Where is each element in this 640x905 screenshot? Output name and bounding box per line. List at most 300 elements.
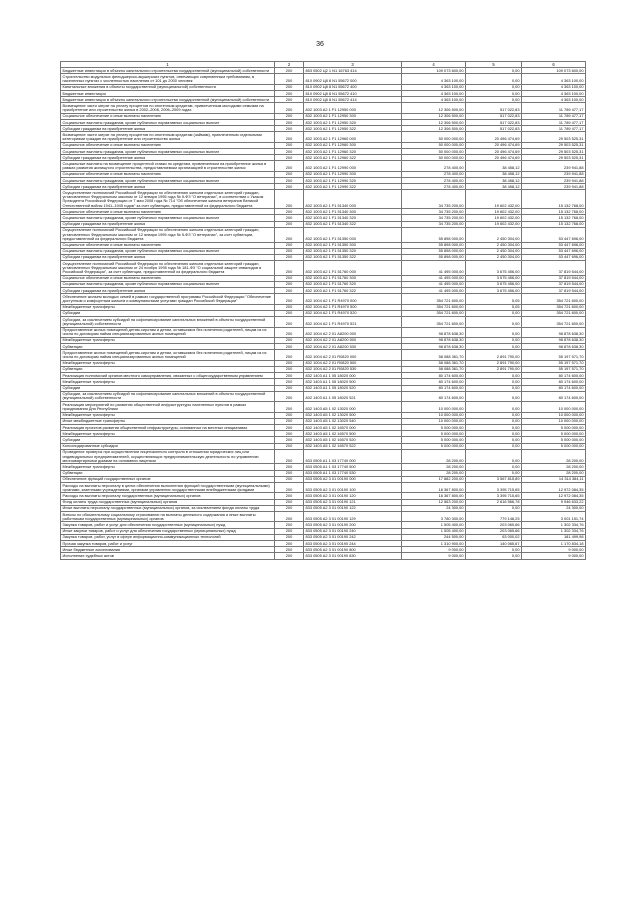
row-executed-amount: 3 395 715,65 [466, 493, 522, 499]
row-budget-code: 810 0902 Ц8 8 N1 55672 000 [304, 74, 402, 84]
row-budget-code: 833 0505 А2 3 01 00190 240 [304, 528, 402, 534]
row-approved-amount: 244 500,00 [402, 534, 466, 540]
row-description: Прочая закупка товаров, работ и услуг [61, 541, 275, 547]
row-budget-code: 832 1004 А2 1 F1 R4970 000 [304, 294, 402, 304]
row-budget-code: 832 1003 А2 1 F1 51350 322 [304, 254, 402, 260]
row-executed-amount: 2 891 790,00 [466, 366, 522, 372]
row-unexecuted-amount: 80 174 600,00 [522, 373, 586, 379]
row-line-code: 200 [275, 327, 304, 337]
row-approved-amount: 34 735 200,00 [402, 221, 466, 227]
row-executed-amount: 0,00 [466, 391, 522, 401]
row-budget-code: 832 1003 А2 1 F1 51760 000 [304, 261, 402, 276]
row-executed-amount: 0,00 [466, 425, 522, 431]
row-executed-amount: 20 496 474,69 [466, 142, 522, 148]
row-executed-amount: 2 450 304,00 [466, 242, 522, 248]
row-executed-amount: 38 458,12 [466, 161, 522, 171]
row-line-code: 200 [275, 385, 304, 391]
row-description: Межбюджетные трансферты [61, 337, 275, 343]
row-budget-code: 832 1003 А2 1 F1 51340 300 [304, 209, 402, 215]
row-line-code: 200 [275, 161, 304, 171]
row-description: Проведение проверок при осуществлении лицензионного контроля в отношении юридических лиц или индивидуальных предпринимателей, осуществляющих предпринимательскую деятельность по управлению многоквартирными домами на основании лицензии [61, 449, 275, 464]
row-description: Возмещение части затрат на уплату процентов по ипотечным кредитам (займам), привлеченным отдельными категориями граждан на приобретение или строительство жилья [61, 132, 275, 142]
row-executed-amount: 0,00 [466, 385, 522, 391]
row-executed-amount: 19 602 432,00 [466, 190, 522, 209]
row-unexecuted-amount: 5 000 000,00 [522, 443, 586, 449]
table-row [61, 103, 586, 113]
row-unexecuted-amount: 11 789 477,17 [522, 120, 586, 126]
row-unexecuted-amount: 12 972 084,35 [522, 493, 586, 499]
row-line-code: 200 [275, 68, 304, 74]
row-approved-amount: 58 088 361,70 [402, 360, 466, 366]
row-approved-amount: 55 898 000,00 [402, 242, 466, 248]
row-unexecuted-amount: 98 878 638,30 [522, 327, 586, 337]
row-line-code: 200 [275, 505, 304, 511]
row-approved-amount: 1 505 400,00 [402, 528, 466, 534]
row-executed-amount: 0,00 [466, 431, 522, 437]
row-unexecuted-amount: 239 941,88 [522, 171, 586, 177]
row-budget-code: 832 1004 А2 2 01 R0820 000 [304, 350, 402, 360]
row-line-code: 200 [275, 184, 304, 190]
row-budget-code: 832 1003 А2 1 F1 12990 322 [304, 184, 402, 190]
row-unexecuted-amount: 354 721 600,00 [522, 294, 586, 304]
row-description: Социальные выплаты гражданам, кроме публичных нормативных социальных выплат [61, 248, 275, 254]
row-executed-amount: 140 065,67 [466, 541, 522, 547]
row-unexecuted-amount: 55 197 571,70 [522, 360, 586, 366]
row-executed-amount: 779 148,25 [466, 512, 522, 522]
row-approved-amount: 4 363 100,00 [402, 74, 466, 84]
row-budget-code: 832 1403 А5 1 02 16570 522 [304, 443, 402, 449]
row-unexecuted-amount: 9 000,00 [522, 547, 586, 553]
table-row [61, 317, 586, 327]
row-description: Социальные выплаты на возмещение процентной ставки по кредитам, привлеченным на приобретение жилья в рамках развития жилищного строительства, предоставляемым организацией в строительстве жилья [61, 161, 275, 171]
row-budget-code: 832 1003 А2 1 F1 51340 322 [304, 221, 402, 227]
row-line-code: 200 [275, 84, 304, 90]
row-line-code: 200 [275, 261, 304, 276]
row-executed-amount: 2 891 790,00 [466, 360, 522, 366]
table-row [61, 227, 586, 242]
row-executed-amount: 2 450 304,00 [466, 248, 522, 254]
row-description: Бюджетные инвестиции [61, 91, 275, 97]
row-budget-code: 832 1403 А5 1 02 13020 500 [304, 412, 402, 418]
table-row [61, 483, 586, 493]
row-unexecuted-amount: 80 174 600,00 [522, 385, 586, 391]
row-line-code: 200 [275, 344, 304, 350]
row-budget-code: 832 1003 А2 1 F1 51760 300 [304, 275, 402, 281]
row-executed-amount: 3 675 456,00 [466, 281, 522, 287]
row-line-code: 200 [275, 449, 304, 464]
row-executed-amount: 0,00 [466, 74, 522, 84]
row-approved-amount: 12 306 500,00 [402, 113, 466, 119]
row-executed-amount: 2 450 304,00 [466, 254, 522, 260]
row-unexecuted-amount: 29 503 525,31 [522, 142, 586, 148]
row-approved-amount: 58 088 361,70 [402, 350, 466, 360]
row-unexecuted-amount: 4 363 100,00 [522, 84, 586, 90]
row-line-code: 200 [275, 464, 304, 470]
row-unexecuted-amount: 354 721 600,00 [522, 304, 586, 310]
row-budget-code: 832 1003 А2 1 F1 51350 300 [304, 242, 402, 248]
row-executed-amount: 2 891 790,00 [466, 350, 522, 360]
row-line-code: 200 [275, 209, 304, 215]
row-description: Социальное обеспечение и иные выплаты населению [61, 242, 275, 248]
row-budget-code: 832 1004 А2 1 F1 R4970 521 [304, 317, 402, 327]
row-line-code: 200 [275, 288, 304, 294]
column-header: 3 [304, 62, 402, 68]
row-approved-amount: 55 898 000,00 [402, 248, 466, 254]
row-unexecuted-amount: 181 499,98 [522, 534, 586, 540]
row-line-code: 200 [275, 493, 304, 499]
row-line-code: 200 [275, 443, 304, 449]
row-executed-amount: 203 065,66 [466, 522, 522, 528]
row-line-code: 200 [275, 541, 304, 547]
row-unexecuted-amount: 55 197 571,70 [522, 350, 586, 360]
table-row [61, 74, 586, 84]
row-budget-code: 853 0502 Ц2 1 N1 16763 414 [304, 68, 402, 74]
row-description: Реализация мероприятий по развитию общественной инфраструктуры населенных пунктов в рамках празднования Дня Республики [61, 402, 275, 412]
row-executed-amount: 517 022,83 [466, 113, 522, 119]
row-budget-code: 832 1403 А5 1 02 13020 540 [304, 418, 402, 424]
row-executed-amount: 0,00 [466, 84, 522, 90]
row-unexecuted-amount: 37 819 544,00 [522, 281, 586, 287]
row-line-code: 200 [275, 294, 304, 304]
row-approved-amount: 5 000 000,00 [402, 437, 466, 443]
row-executed-amount: 19 602 432,00 [466, 221, 522, 227]
row-line-code: 200 [275, 425, 304, 431]
row-executed-amount: 38 458,12 [466, 178, 522, 184]
row-approved-amount: 34 735 200,00 [402, 209, 466, 215]
budget-execution-table [60, 61, 586, 560]
row-budget-code: 832 1004 А2 2 01 A8200 530 [304, 344, 402, 350]
row-approved-amount: 50 000 000,00 [402, 132, 466, 142]
row-description: Фонд оплаты труда государственных (муниципальных) органов [61, 499, 275, 505]
row-description: Субсидии [61, 310, 275, 316]
row-description: Социальное обеспечение и иные выплаты населению [61, 209, 275, 215]
row-line-code: 200 [275, 317, 304, 327]
row-executed-amount: 3 395 715,65 [466, 483, 522, 493]
row-executed-amount: 0,00 [466, 553, 522, 559]
row-line-code: 200 [275, 304, 304, 310]
row-line-code: 200 [275, 132, 304, 142]
row-budget-code: 832 1003 А2 1 F1 51350 320 [304, 248, 402, 254]
row-line-code: 200 [275, 360, 304, 366]
row-description: Бюджетные инвестиции в объекты капитального строительства государственной (муниципальной) собственности [61, 97, 275, 103]
column-header: 1 [61, 62, 275, 68]
row-executed-amount: 0,00 [466, 470, 522, 476]
row-budget-code: 832 1004 А2 2 01 R0820 530 [304, 366, 402, 372]
row-budget-code: 832 1003 А2 1 F1 12960 320 [304, 149, 402, 155]
column-header: 4 [402, 62, 466, 68]
row-budget-code: 832 1403 А5 1 02 16570 520 [304, 437, 402, 443]
row-budget-code: 832 1003 А2 1 F1 12950 300 [304, 113, 402, 119]
row-executed-amount: 0,00 [466, 402, 522, 412]
row-line-code: 200 [275, 149, 304, 155]
row-budget-code: 810 0902 Ц8 8 N1 55672 410 [304, 91, 402, 97]
row-budget-code: 833 0505 А2 3 01 00190 200 [304, 522, 402, 528]
row-description: Взносы по обязательному социальному страхованию на выплаты денежного содержания и иные выплаты работникам государственных (муниципальных) органов [61, 512, 275, 522]
row-line-code: 200 [275, 227, 304, 242]
row-budget-code: 832 1003 А2 1 F1 12960 322 [304, 155, 402, 161]
row-approved-amount: 354 721 600,00 [402, 317, 466, 327]
row-budget-code: 832 1403 А5 1 02 13020 000 [304, 402, 402, 412]
table-row [61, 449, 586, 464]
row-unexecuted-amount: 80 174 600,00 [522, 379, 586, 385]
row-unexecuted-amount: 12 972 084,35 [522, 483, 586, 493]
row-description: Осуществление полномочий Российской Федерации по обеспечению жильем отдельных категорий граждан, установленных Федеральным законом от 24 ноября 1995 года № 181-ФЗ "О социальной защите инвалидов в Российской Федерации", за счет субвенции, предоставленной из федерального бюджета [61, 261, 275, 276]
row-description: Осуществление полномочий Российской Федерации по обеспечению жильем отдельных категорий граждан, установленных Федеральным законом от 12 января 1995 года № 5-ФЗ "О ветеранах", в соответствии с Указом Президента Российской Федерации от 7 мая 2008 года № 714 "Об обеспечении жильем ветеранов Великой Отечественной войны 1941–1945 годов" за счет субвенции, предоставленной из федерального бюджета [61, 190, 275, 209]
row-description: Социальные выплаты гражданам, кроме публичных нормативных социальных выплат [61, 178, 275, 184]
table-row [61, 261, 586, 276]
row-description: Социальные выплаты гражданам, кроме публичных нормативных социальных выплат [61, 215, 275, 221]
row-description: Возмещение части затрат на уплату процентов по ипотечным кредитам, привлеченным молодыми семьями на приобретение или строительство жилья в 2002–2006, 2006–2009 годах [61, 103, 275, 113]
row-unexecuted-amount: 15 132 768,00 [522, 221, 586, 227]
row-approved-amount: 12 306 500,00 [402, 103, 466, 113]
row-executed-amount: 5,05 [466, 294, 522, 304]
row-unexecuted-amount: 28 200,00 [522, 464, 586, 470]
row-unexecuted-amount: 11 789 477,17 [522, 103, 586, 113]
row-executed-amount: 0,00 [466, 68, 522, 74]
row-unexecuted-amount: 11 789 477,17 [522, 126, 586, 132]
column-header: 6 [522, 62, 586, 68]
row-description: Бюджетные инвестиции в объекты капитального строительства государственной (муниципальной) собственности [61, 68, 275, 74]
row-line-code: 200 [275, 310, 304, 316]
row-budget-code: 833 0505 А2 3 01 00190 120 [304, 493, 402, 499]
row-budget-code: 832 1003 А2 1 F1 12990 300 [304, 171, 402, 177]
row-approved-amount: 41 495 000,00 [402, 281, 466, 287]
row-budget-code: 833 0505 А2 3 01 00190 121 [304, 499, 402, 505]
row-budget-code: 833 0505 А1 1 03 17740 000 [304, 449, 402, 464]
row-description: Субсидии, за исключением субсидий на софинансирование капитальных вложений в объекты государственной (муниципальной) собственности [61, 391, 275, 401]
row-line-code: 200 [275, 418, 304, 424]
column-header: 2 [275, 62, 304, 68]
row-budget-code: 832 1003 А2 1 F1 51760 320 [304, 281, 402, 287]
row-unexecuted-amount: 5 000 000,00 [522, 431, 586, 437]
row-approved-amount: 5 000 000,00 [402, 425, 466, 431]
row-executed-amount: 2 616 566,78 [466, 499, 522, 505]
row-budget-code: 833 0505 А2 3 01 00190 800 [304, 547, 402, 553]
row-line-code: 200 [275, 103, 304, 113]
row-unexecuted-amount: 5 000 000,00 [522, 425, 586, 431]
row-budget-code: 832 1403 А5 1 02 16570 500 [304, 431, 402, 437]
row-line-code: 200 [275, 275, 304, 281]
row-budget-code: 832 1403 А1 1 05 18020 520 [304, 385, 402, 391]
row-description: Обеспечение функций государственных органов [61, 476, 275, 482]
row-budget-code: 832 1004 А2 1 F1 R4970 520 [304, 310, 402, 316]
row-approved-amount: 80 174 600,00 [402, 373, 466, 379]
row-line-code: 200 [275, 379, 304, 385]
row-approved-amount: 28 200,00 [402, 464, 466, 470]
row-line-code: 200 [275, 366, 304, 372]
row-unexecuted-amount: 24 300,00 [522, 505, 586, 511]
row-line-code: 200 [275, 373, 304, 379]
row-approved-amount: 28 200,00 [402, 470, 466, 476]
row-description: Консолидированные субсидии [61, 443, 275, 449]
row-line-code: 200 [275, 254, 304, 260]
row-approved-amount: 17 882 200,00 [402, 476, 466, 482]
row-description: Иные бюджетные ассигнования [61, 547, 275, 553]
row-line-code: 200 [275, 97, 304, 103]
row-unexecuted-amount: 9 946 633,22 [522, 499, 586, 505]
row-description: Расходы на выплаты персоналу государственных (муниципальных) органов [61, 493, 275, 499]
row-executed-amount: 38 458,12 [466, 171, 522, 177]
row-description: Субсидии гражданам на приобретение жилья [61, 288, 275, 294]
row-line-code: 200 [275, 534, 304, 540]
row-executed-amount: 0,00 [466, 97, 522, 103]
row-executed-amount: 3 675 456,00 [466, 288, 522, 294]
row-executed-amount: 517 022,83 [466, 103, 522, 113]
row-description: Субвенции [61, 470, 275, 476]
page-number: 36 [316, 41, 324, 48]
row-description: Реализация проектов развития общественной инфраструктуры, основанных на местных инициативах [61, 425, 275, 431]
row-executed-amount: 0,00 [466, 443, 522, 449]
row-description: Субсидии, за исключением субсидий на софинансирование капитальных вложений в объекты государственной (муниципальной) собственности [61, 317, 275, 327]
row-budget-code: 832 1004 А2 2 01 R0820 500 [304, 360, 402, 366]
row-executed-amount: 3 567 815,89 [466, 476, 522, 482]
row-approved-amount: 5 000 000,00 [402, 431, 466, 437]
row-approved-amount: 28 200,00 [402, 449, 466, 464]
row-approved-amount: 98 878 638,30 [402, 344, 466, 350]
row-approved-amount: 278 400,00 [402, 171, 466, 177]
row-budget-code: 832 1003 А2 1 F1 12960 000 [304, 132, 402, 142]
row-line-code: 200 [275, 499, 304, 505]
row-budget-code: 832 1004 А2 1 F1 R4970 500 [304, 304, 402, 310]
row-line-code: 200 [275, 528, 304, 534]
row-unexecuted-amount: 98 878 638,30 [522, 344, 586, 350]
row-description: Субсидии гражданам на приобретение жилья [61, 184, 275, 190]
table-row [61, 553, 586, 559]
row-budget-code: 832 1004 А2 2 01 A8200 000 [304, 327, 402, 337]
row-unexecuted-amount: 5 000 000,00 [522, 437, 586, 443]
row-description: Субсидии гражданам на приобретение жилья [61, 155, 275, 161]
row-budget-code: 833 0505 А2 3 01 00190 129 [304, 512, 402, 522]
row-approved-amount: 10 000 000,00 [402, 402, 466, 412]
row-unexecuted-amount: 53 447 696,00 [522, 248, 586, 254]
row-executed-amount: 20 496 474,69 [466, 149, 522, 155]
row-executed-amount: 19 602 432,00 [466, 215, 522, 221]
row-unexecuted-amount: 354 721 600,00 [522, 310, 586, 316]
row-executed-amount: 63 000,02 [466, 534, 522, 540]
row-unexecuted-amount: 9 000,00 [522, 553, 586, 559]
row-budget-code: 832 1003 А2 1 F1 51340 320 [304, 215, 402, 221]
row-executed-amount: 0,00 [466, 418, 522, 424]
row-unexecuted-amount: 37 819 544,00 [522, 261, 586, 276]
table-row [61, 294, 586, 304]
row-executed-amount: 20 496 474,69 [466, 155, 522, 161]
row-approved-amount: 24 300,00 [402, 505, 466, 511]
row-budget-code: 833 0505 А2 3 01 00190 000 [304, 476, 402, 482]
row-approved-amount: 50 000 000,00 [402, 142, 466, 148]
row-approved-amount: 50 000 000,00 [402, 149, 466, 155]
row-unexecuted-amount: 29 503 525,31 [522, 155, 586, 161]
row-unexecuted-amount: 15 132 768,00 [522, 209, 586, 215]
row-line-code: 200 [275, 350, 304, 360]
row-description: Социальные выплаты гражданам, кроме публичных нормативных социальных выплат [61, 120, 275, 126]
row-description: Предоставление жилых помещений детям-сиротам и детям, оставшимся без попечения родителей, лицам из их числа по договорам найма специализированных жилых помещений [61, 350, 275, 360]
row-unexecuted-amount: 80 174 600,00 [522, 391, 586, 401]
row-executed-amount: 38 458,12 [466, 184, 522, 190]
row-executed-amount: 3 675 456,00 [466, 275, 522, 281]
row-approved-amount: 98 878 638,30 [402, 327, 466, 337]
row-approved-amount: 10 000 000,00 [402, 418, 466, 424]
row-line-code: 200 [275, 178, 304, 184]
row-description: Иные межбюджетные трансферты [61, 418, 275, 424]
row-executed-amount: 0,00 [466, 373, 522, 379]
row-line-code: 200 [275, 337, 304, 343]
row-unexecuted-amount: 15 132 768,00 [522, 215, 586, 221]
row-description: Социальное обеспечение и иные выплаты населению [61, 171, 275, 177]
row-executed-amount: 0,00 [466, 412, 522, 418]
row-description: Иные выплаты персоналу государственных (муниципальных) органов, за исключением фонда оплаты труда [61, 505, 275, 511]
row-approved-amount: 354 721 600,00 [402, 310, 466, 316]
row-approved-amount: 278 400,00 [402, 178, 466, 184]
row-budget-code: 833 0505 А2 3 01 00190 122 [304, 505, 402, 511]
row-unexecuted-amount: 28 200,00 [522, 449, 586, 464]
row-approved-amount: 354 721 600,00 [402, 294, 466, 304]
row-unexecuted-amount: 1 302 334,76 [522, 522, 586, 528]
row-executed-amount: 3 675 456,00 [466, 261, 522, 276]
row-description: Социальное обеспечение и иные выплаты населению [61, 142, 275, 148]
row-description: Субсидии гражданам на приобретение жилья [61, 221, 275, 227]
row-budget-code: 832 1004 А2 2 01 A8200 500 [304, 337, 402, 343]
row-approved-amount: 16 367 800,00 [402, 493, 466, 499]
row-line-code: 200 [275, 431, 304, 437]
row-description: Субвенции [61, 344, 275, 350]
row-approved-amount: 80 174 600,00 [402, 379, 466, 385]
row-approved-amount: 12 306 500,00 [402, 120, 466, 126]
row-unexecuted-amount: 239 941,88 [522, 161, 586, 171]
row-executed-amount: 0,00 [466, 337, 522, 343]
row-approved-amount: 278 400,00 [402, 161, 466, 171]
row-approved-amount: 98 878 638,30 [402, 337, 466, 343]
row-unexecuted-amount: 28 200,00 [522, 470, 586, 476]
row-description: Строительство модульных фельдшерско-акушерских пунктов, отвечающих современным требованиям, в населенных пунктах с численностью населения от 101 до 2000 человек [61, 74, 275, 84]
row-unexecuted-amount: 53 447 696,00 [522, 227, 586, 242]
row-unexecuted-amount: 14 314 384,11 [522, 476, 586, 482]
row-unexecuted-amount: 37 819 544,00 [522, 288, 586, 294]
row-line-code: 200 [275, 126, 304, 132]
row-description: Предоставление жилых помещений детям-сиротам и детям, оставшимся без попечения родителей, лицам из их числа по договорам найма специализированных жилых помещений [61, 327, 275, 337]
row-description: Иные закупки товаров, работ и услуг для обеспечения государственных (муниципальных) нужд [61, 528, 275, 534]
row-budget-code: 810 0902 Ц8 8 N1 55672 400 [304, 84, 402, 90]
row-budget-code: 832 1003 А2 1 F1 12960 300 [304, 142, 402, 148]
row-unexecuted-amount: 10 000 000,00 [522, 418, 586, 424]
row-unexecuted-amount: 37 819 544,00 [522, 275, 586, 281]
row-approved-amount: 4 363 100,00 [402, 91, 466, 97]
row-budget-code: 832 1003 А2 1 F1 12990 320 [304, 178, 402, 184]
row-line-code: 200 [275, 215, 304, 221]
row-unexecuted-amount: 239 941,88 [522, 178, 586, 184]
row-description: Субвенции [61, 366, 275, 372]
row-approved-amount: 34 735 200,00 [402, 215, 466, 221]
row-line-code: 200 [275, 221, 304, 227]
row-approved-amount: 109 073 600,00 [402, 68, 466, 74]
row-approved-amount: 354 721 600,00 [402, 304, 466, 310]
row-unexecuted-amount: 98 878 638,30 [522, 337, 586, 343]
row-approved-amount: 10 000 000,00 [402, 412, 466, 418]
row-approved-amount: 278 400,00 [402, 184, 466, 190]
row-approved-amount: 4 363 100,00 [402, 97, 466, 103]
row-budget-code: 832 1403 А1 1 05 18020 521 [304, 391, 402, 401]
row-budget-code: 832 1403 А1 1 05 18020 000 [304, 373, 402, 379]
row-unexecuted-amount: 53 447 696,00 [522, 242, 586, 248]
row-executed-amount: 0,00 [466, 505, 522, 511]
row-unexecuted-amount: 10 000 000,00 [522, 402, 586, 412]
row-budget-code: 832 1003 А2 1 F1 51350 000 [304, 227, 402, 242]
row-executed-amount: 517 022,83 [466, 120, 522, 126]
row-approved-amount: 3 780 300,00 [402, 512, 466, 522]
row-unexecuted-amount: 109 073 600,00 [522, 68, 586, 74]
row-line-code: 200 [275, 242, 304, 248]
row-line-code: 200 [275, 553, 304, 559]
row-unexecuted-amount: 15 132 768,00 [522, 190, 586, 209]
